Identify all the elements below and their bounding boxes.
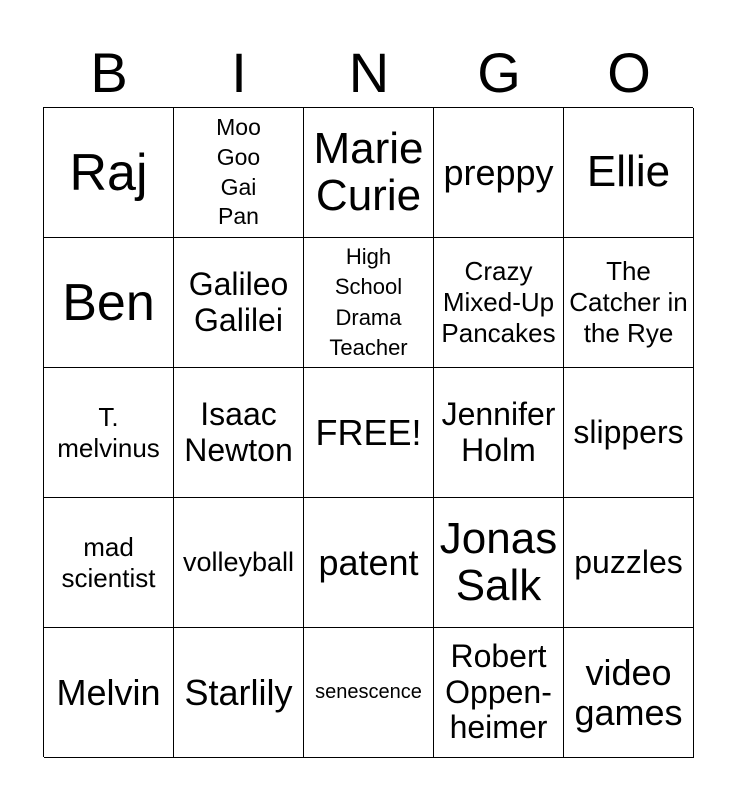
bingo-cell[interactable]: preppy bbox=[434, 108, 564, 238]
bingo-cell[interactable]: Raj bbox=[44, 108, 174, 238]
bingo-cell[interactable]: Jennifer Holm bbox=[434, 368, 564, 498]
bingo-board bbox=[43, 107, 693, 757]
bingo-cell[interactable]: Melvin bbox=[44, 628, 174, 758]
bingo-cell[interactable]: Jonas Salk bbox=[434, 498, 564, 628]
bingo-cell[interactable]: Marie Curie bbox=[304, 108, 434, 238]
bingo-header bbox=[44, 40, 694, 106]
bingo-cell[interactable]: FREE! bbox=[304, 368, 434, 498]
bingo-cell[interactable]: Isaac Newton bbox=[174, 368, 304, 498]
bingo-cell[interactable]: High School Drama Teacher bbox=[304, 238, 434, 368]
header-letter-i: I bbox=[231, 41, 247, 104]
header-letter-g: G bbox=[477, 41, 521, 104]
bingo-cell[interactable]: puzzles bbox=[564, 498, 694, 628]
bingo-cell[interactable]: patent bbox=[304, 498, 434, 628]
bingo-cell[interactable]: The Catcher in the Rye bbox=[564, 238, 694, 368]
bingo-cell[interactable]: Moo Goo Gai Pan bbox=[174, 108, 304, 238]
bingo-cell[interactable]: Starlily bbox=[174, 628, 304, 758]
header-letter-o: O bbox=[607, 41, 651, 104]
bingo-cell[interactable]: slippers bbox=[564, 368, 694, 498]
bingo-cell[interactable]: T. melvinus bbox=[44, 368, 174, 498]
bingo-cell[interactable]: volleyball bbox=[174, 498, 304, 628]
bingo-cell[interactable]: Galileo Galilei bbox=[174, 238, 304, 368]
bingo-cell[interactable]: video games bbox=[564, 628, 694, 758]
bingo-cell[interactable]: Ellie bbox=[564, 108, 694, 238]
bingo-cell[interactable]: senescence bbox=[304, 628, 434, 758]
header-letter-b: B bbox=[90, 41, 128, 104]
bingo-cell[interactable]: Crazy Mixed-Up Pancakes bbox=[434, 238, 564, 368]
bingo-cell[interactable]: mad scientist bbox=[44, 498, 174, 628]
bingo-cell[interactable]: Robert Oppen- heimer bbox=[434, 628, 564, 758]
header-letter-n: N bbox=[348, 41, 390, 104]
bingo-cell[interactable]: Ben bbox=[44, 238, 174, 368]
